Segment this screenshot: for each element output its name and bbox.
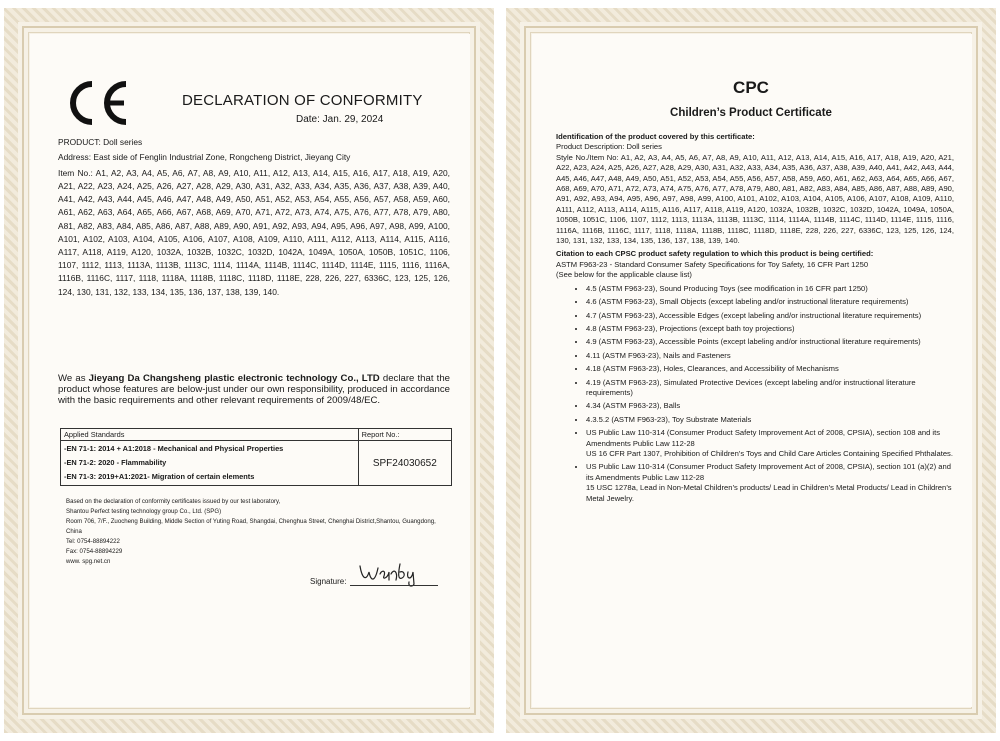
report-header: Report No.: bbox=[358, 429, 451, 441]
product-description: Product Description: Doll series bbox=[556, 142, 662, 152]
item-number-list: Item No.: A1, A2, A3, A4, A5, A6, A7, A8, A9, A10, A11, A12, A13, A14, A15, A16, A17, A18, A19, A20, A21, A22, A23, A24, A25, A26, A27, A28, A29, A30, A31, A32, A33, A34, A35, A36, A37, A38, A39, A40, A41, A42, A43, A44, A45, A46, A47, A48, A49, A50, A51, A52, A53, A54, A55, A56, A57, A58, A59, A60, A61, A62, A63, A64, A65, A66, A67, A68, A69, A70, A71, A72, A73, A74, A75, A76, A77, A78, A79, A80, A81, A82, A83, A84, A85, A86, A87, A88, A89, A90, A91, A92, A93, A94, A95, A96, A97, A98, A99, A100, A101, A102, A103, A104, A105, A106, A107, A108, A109, A110, A111, A112, A113, A114, A115, A116, A117, A118, A119, A120, 1032A, 1032B, 1032C, 1032D, 1042A, 1049A, 1050A, 1050B, 1051C, 1106, 1107, 1112, 1113, 1113A, 1113B, 1113C, 1114, 1114A, 1114B, 1114C, 1114D, 1114E, 1115, 1116, 1116A, 1116B, 1116C, 1117, 1118, 1118A, 1118B, 1118C, 1118D, 1118E, 228, 226, 227, 6336C, 123, 125, 126, 124, 130, 131, 132, 133, 134, 135, 136, 137, 138, 139, 140. bbox=[58, 167, 450, 297]
citation-heading: Citation to each CPSC product safety regulation to which this product is being certified: bbox=[556, 249, 874, 259]
clause-item: • 4.8 (ASTM F963-23), Projections (except bath toy projections) bbox=[586, 324, 954, 334]
astm-standard: ASTM F963-23 - Standard Consumer Safety Specifications for Toy Safety, 16 CFR Part 1250 bbox=[556, 259, 869, 269]
cpc-title: CPC bbox=[733, 78, 769, 97]
product-line: PRODUCT: Doll series bbox=[58, 137, 143, 147]
identification-heading: Identification of the product covered by this certificate: bbox=[556, 132, 755, 141]
laboratory-info: Based on the declaration of conformity certificates issued by our test laboratory, Shantou Perfect testing technology group Co., Ltd. (SPG) Room 706, 7/F., Zuocheng Building, Middle Section of Yuting Road, Shangdai, Chenghua Street, Chenghai District,Shantou, Guangdong, China Tel: 0754-88894222 Fax: 0754-88894229 www. spg.net.cn bbox=[66, 498, 436, 565]
standard-en71-1: -EN 71-1: 2014 + A1:2018 - Mechanical and Physical Properties bbox=[64, 444, 284, 453]
report-number: SPF24030652 bbox=[358, 441, 451, 486]
signature-label: Signature: bbox=[310, 577, 347, 586]
childrens-product-certificate bbox=[506, 8, 996, 733]
clause-item: • 4.3.5.2 (ASTM F963-23), Toy Substrate Materials bbox=[586, 415, 954, 425]
clause-list bbox=[556, 284, 954, 504]
clause-item: • 4.5 (ASTM F963-23), Sound Producing Toys (see modification in 16 CFR part 1250) bbox=[586, 284, 954, 294]
product-details bbox=[58, 136, 450, 302]
see-below-note: (See below for the applicable clause list) bbox=[556, 270, 692, 280]
declaration-of-conformity bbox=[4, 8, 494, 733]
clause-item: • 4.9 (ASTM F963-23), Accessible Points (except labeling and/or instructional literature requirements) bbox=[586, 337, 954, 347]
clause-item: • 4.19 (ASTM F963-23), Simulated Protective Devices (except labeling and/or instructional literature requirements) bbox=[586, 378, 954, 399]
law-cpsia-108: • US Public Law 110-314 (Consumer Product Safety Improvement Act of 2008, CPSIA), section 108 and its Amendments Public Law 112-28 US 16 CFR Part 1307, Prohibition of Children’s Toys and Child Care Articles Containing Specified Phthalates. bbox=[586, 428, 954, 459]
standards-cell bbox=[61, 441, 359, 486]
clause-item: • 4.6 (ASTM F963-23), Small Objects (except labeling and/or instructional literature requirements) bbox=[586, 297, 954, 307]
applied-standards-table bbox=[60, 428, 452, 486]
declaration-title: DECLARATION OF CONFORMITY bbox=[182, 92, 423, 109]
clause-item: • 4.18 (ASTM F963-23), Holes, Clearances, and Accessibility of Mechanisms bbox=[586, 364, 954, 374]
standard-en71-2: -EN 71-2: 2020 - Flammability bbox=[64, 458, 167, 467]
clause-item: • 4.11 (ASTM F963-23), Nails and Fasteners bbox=[586, 351, 954, 361]
address-line: Address: East side of Fenglin Industrial Zone, Rongcheng District, Jieyang City bbox=[58, 152, 351, 163]
standards-header: Applied Standards bbox=[61, 429, 359, 441]
ce-mark-icon bbox=[66, 78, 134, 128]
paper-area bbox=[30, 34, 470, 707]
cpc-subtitle: Children’s Product Certificate bbox=[670, 107, 832, 119]
clause-item: • 4.34 (ASTM F963-23), Balls bbox=[586, 401, 954, 411]
declaration-date: Date: Jan. 29, 2024 bbox=[296, 114, 384, 125]
company-name: Jieyang Da Changsheng plastic electronic technology Co., LTD bbox=[88, 373, 380, 384]
law-cpsia-101: • US Public Law 110-314 (Consumer Product Safety Improvement Act of 2008, CPSIA), section 101 (a)(2) and its Amendments Public Law 112-28 15 USC 1278a, Lead in Non-Metal Children’s products/ Lead in Children’s Metal Products/ Lead in Children’s Metal Jewelry. bbox=[586, 462, 954, 504]
standard-en71-3: -EN 71-3: 2019+A1:2021- Migration of certain elements bbox=[64, 472, 255, 481]
clause-item: • 4.7 (ASTM F963-23), Accessible Edges (except labeling and/or instructional literature requirements) bbox=[586, 311, 954, 321]
signature-line bbox=[350, 585, 438, 586]
declaration-statement: We as Jieyang Da Changsheng plastic electronic technology Co., LTD declare that the product whose features are below-just under our own responsibility, produced in accordance with the basic requirements and other relevant requirements of 2009/48/EC. bbox=[58, 373, 450, 406]
cpc-body bbox=[556, 132, 954, 507]
handwritten-signature bbox=[358, 560, 418, 588]
style-number-list: Style No./Item No: A1, A2, A3, A4, A5, A6, A7, A8, A9, A10, A11, A12, A13, A14, A15, A16, A17, A18, A19, A20, A21, A22, A23, A24, A25, A26, A27, A28, A29, A30, A31, A32, A33, A34, A35, A36, A37, A38, A39, A40, A41, A42, A43, A44, A45, A46, A47, A48, A49, A50, A51, A52, A53, A54, A55, A56, A57, A58, A59, A60, A61, A62, A63, A64, A65, A66, A67, A68, A69, A70, A71, A72, A73, A74, A75, A76, A77, A78, A79, A80, A81, A82, A83, A84, A85, A86, A87, A88, A89, A90, A91, A92, A93, A94, A95, A96, A97, A98, A99, A100, A101, A102, A103, A104, A105, A106, A107, A108, A109, A110, A111, A112, A113, A114, A115, A116, A117, A118, A119, A120, 1032A, 1032B, 1032C, 1032D, 1042A, 1049A, 1050A, 1050B, 1051C, 1106, 1107, 1112, 1113, 1113A, 1113B, 1113C, 1114, 1114A, 1114B, 1114C, 1114D, 1114E, 1115, 1116, 1116A, 1116B, 1116C, 1117, 1118, 1118A, 1118B, 1118C, 1118D, 1118E, 228, 226, 227, 6336C, 123, 125, 126, 124, 130, 131, 132, 133, 134, 135, 136, 137, 138, 139, 140. bbox=[556, 152, 954, 246]
